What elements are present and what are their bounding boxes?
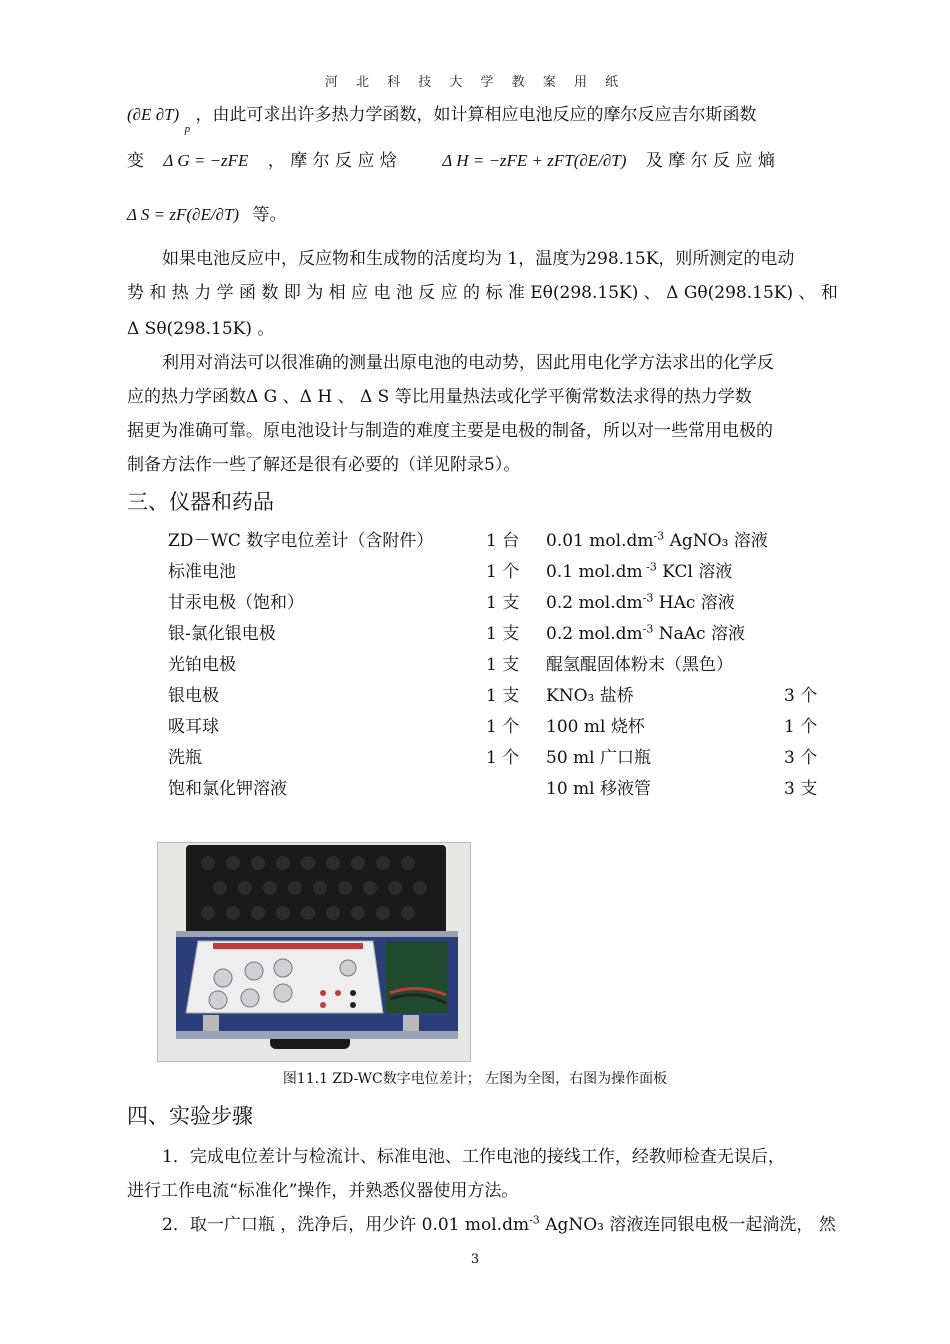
para2-line-1: 利用对消法可以很准确的测量出原电池的电动势，因此用电化学方法求出的化学反 [162,353,774,373]
step1-line-2: 进行工作电流“标准化”操作，并熟悉仪器使用方法。 [127,1181,519,1201]
intro-text-enthalpy: ， 摩 尔 反 应 焓 [267,151,397,171]
intro-text-bian: 变 [127,151,144,171]
figure-caption: 图11.1 ZD-WC数字电位差计； 左图为全图，右图为操作面板 [282,1071,668,1087]
partial-derivative: (∂E ∂T) [127,105,180,124]
section-title-steps: 四、实验步骤 [127,1104,253,1128]
potentiometer-photo [157,842,471,1062]
intro-text-deng: 等。 [252,205,287,225]
intro-line-1 [127,100,757,136]
intro-line-2 [127,146,775,171]
intro-text-1: ，由此可求出许多热力学函数，如计算相应电池反应的摩尔反应吉尔斯函数 [195,105,757,125]
para2-line-4: 制备方法作一些了解还是很有必要的（详见附录5）。 [127,455,521,475]
para2-line-2: 应的热力学函数Δ G 、Δ H 、 Δ S 等比用量热法或化学平衡常数法求得的热力学数 [127,387,752,407]
potentiometer-illustration [158,843,470,1061]
document-page: 河 北 科 技 大 学 教 案 用 纸 (∂E ∂T) $_p$ ，由此可求出许多热力学函数，如计算相应电池反应的摩尔反应吉尔斯函数 变 Δ G = −zFE ， 摩 尔 反 应 焓 Δ H = −zFE + zFT(∂E/∂T) 及 摩 尔 反 应 熵 Δ S = zF(∂E/∂T) 等。 如果电池反应中，反应物和生成物的活度均为 1，温度为298.15K，则所测定的电动 势 和 热 力 学 函 数 即 为 相 应 电 池 反 应 的 标 准 Eθ(298.15K) 、 Δ Gθ(298.15K) 、 和 Δ Sθ(298.15K) 。 利用对消法可以很准确的测量出原电池的电动势，因此用电化学方法求出的化学反 应的热力学函数Δ G 、Δ H 、 Δ S 等比用量热法或化学平衡常数法求得的热力学数 据更为准确可靠。原电池设计与制造的难度主要是电极的制备，所以对一些常用电极的 制备方法作一些了解还是很有必要的（详见附录5）。 三、仪器和药品 ZD－WC 数字电位差计（含附件） 1 台 0.01 $mol.dm^{-3}$ AgNO₃ 溶液 标准电池 1 个 0.1 mol.dm $^{-3}$ KCl 溶液 甘汞电极（饱和） 1 支 0.2 $mol.dm^{-3}$ HAc 溶液 银-氯化银电极 1 支 0.2 $mol.dm^{-3}$ NaAc 溶液 光铂电极 1 支 醌氢醌固体粉末（黑色） 银电极 1 支 KNO₃ 盐桥 3 个 吸耳球 1 个 100 ml 烧杯 1 个 洗瓶 1 个 50 ml 广口瓶 3 个 饱和氯化钾溶液 10 ml 移液管 3 支 图11.1 ZD-WC数字电位差计； 左图为全图，右图为操作面板 四、实验步骤 1．完成电位差计与检流计、标准电池、工作电池的接线工作，经教师检查无误后， 进行工作电流“标准化”操作，并熟悉仪器使用方法。 2．取一广口瓶 ，洗净后，用少许 0.01 $mol.dm^{-3}$ AgNO₃ 溶液连同银电极一起淌洗， 然 3 [0,0,950,1344]
page-header: 河 北 科 技 大 学 教 案 用 纸 [324,75,626,90]
step1-line-1: 1．完成电位差计与检流计、标准电池、工作电池的接线工作，经教师检查无误后， [162,1147,785,1167]
entropy-formula: Δ S = zF(∂E/∂T) [127,205,240,224]
step2-line-1: 2．取一广口瓶 ，洗净后，用少许 0.01 $mol.dm^{-3}$ AgNO₃ 溶液连同银电极一起淌洗， 然 [162,1213,836,1235]
intro-text-entropy: 及 摩 尔 反 应 熵 [645,151,775,171]
enthalpy-formula: Δ H = −zFE + zFT(∂E/∂T) [442,151,627,170]
para2-line-3: 据更为准确可靠。原电池设计与制造的难度主要是电极的制备，所以对一些常用电极的 [127,421,773,441]
page-number: 3 [470,1252,480,1267]
gibbs-formula: Δ G = −zFE [163,151,249,170]
section-title-instruments: 三、仪器和药品 [127,490,274,514]
para1-line-3: Δ Sθ(298.15K) 。 [127,319,275,339]
para1-line-1: 如果电池反应中，反应物和生成物的活度均为 1，温度为298.15K，则所测定的电动 [162,249,795,269]
para1-line-2: 势 和 热 力 学 函 数 即 为 相 应 电 池 反 应 的 标 准 Eθ(298.15K) 、 Δ Gθ(298.15K) 、 和 [127,283,838,303]
intro-line-3 [127,200,286,225]
subscript-p: p [184,123,191,136]
